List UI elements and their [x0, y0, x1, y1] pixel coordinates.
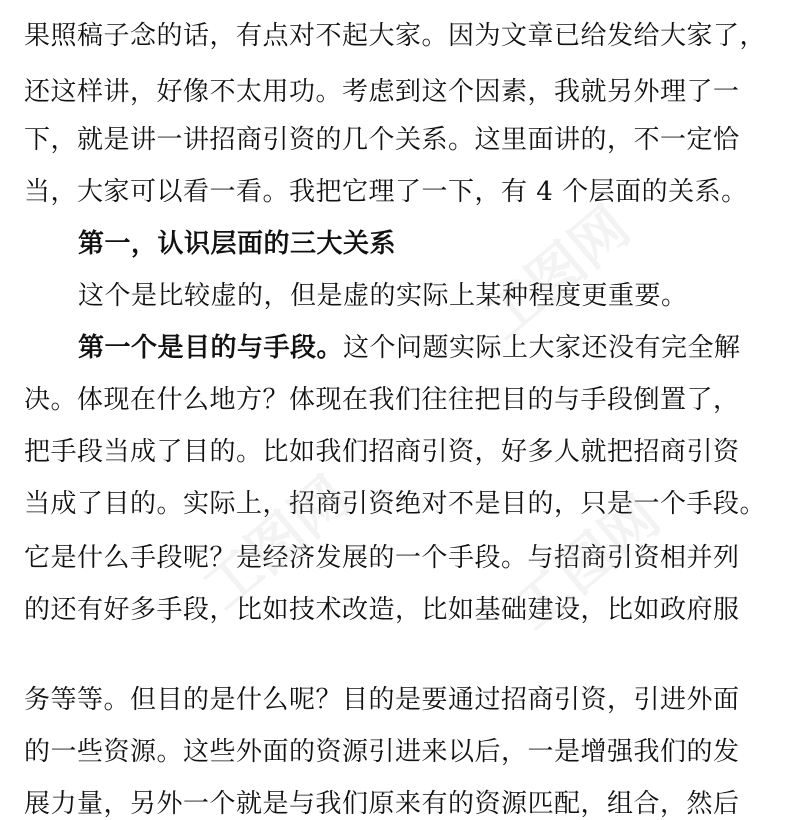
paragraph-lead-text: 这个问题实际上大家还没有完全解 [343, 333, 741, 363]
text-line-9: 把手段当成了目的。比如我们招商引资，好多人就把招商引资 [24, 437, 740, 467]
text-line-11: 它是什么手段呢？是经济发展的一个手段。与招商引资相并列 [24, 543, 740, 573]
text-line-2: 还这样讲，好像不太用功。考虑到这个因素，我就另外理了一 [24, 77, 740, 107]
text-line-4: 当，大家可以看一看。我把它理了一下，有 4 个层面的关系。 [24, 177, 748, 207]
text-line-14: 的一些资源。这些外面的资源引进来以后，一是增强我们的发 [24, 737, 740, 767]
text-line-1: 果照稿子念的话，有点对不起大家。因为文章已给发给大家了， [24, 21, 767, 51]
text-line-8: 决。体现在什么地方？体现在我们往往把目的与手段倒置了， [24, 385, 740, 415]
paragraph-lead-line [78, 332, 784, 364]
watermark-logo: 工图网 [191, 464, 363, 623]
subheading-purpose-and-means: 第一个是目的与手段。 [78, 333, 344, 363]
text-line-6: 这个是比较虚的，但是虚的实际上某种程度更重要。 [78, 281, 688, 311]
watermark-logo: 工图网 [471, 194, 643, 353]
text-line-10: 当成了目的。实际上，招商引资绝对不是目的，只是一个手段。 [24, 489, 767, 519]
section-heading: 第一，认识层面的三大关系 [78, 229, 397, 259]
text-line-3: 下，就是讲一讲招商引资的几个关系。这里面讲的，不一定恰 [24, 125, 740, 155]
text-line-15: 展力量，另外一个就是与我们原来有的资源匹配，组合，然后 [24, 789, 740, 819]
text-line-13: 务等等。但目的是什么呢？目的是要通过招商引资，引进外面 [24, 685, 740, 715]
text-line-12: 的还有好多手段，比如技术改造，比如基础建设，比如政府服 [24, 595, 740, 625]
watermark-logo: 工图网 [501, 484, 673, 643]
